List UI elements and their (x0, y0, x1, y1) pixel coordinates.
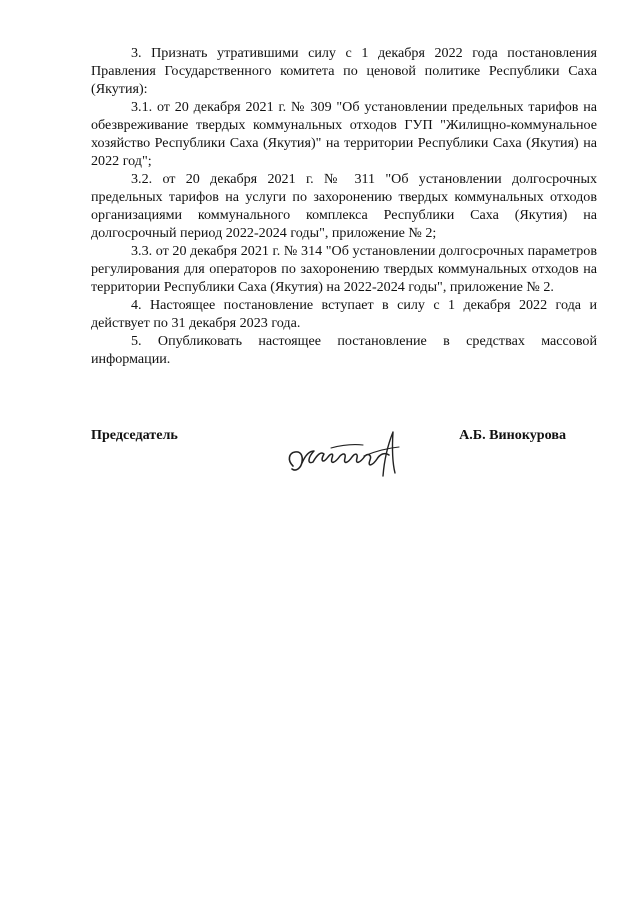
handwritten-signature (284, 426, 409, 488)
signatory-name: А.Б. Винокурова (459, 427, 566, 443)
paragraph-3: 3. Признать утратившими силу с 1 декабря 2022 года постановления Правления Государственного комитета по ценовой политике Республики Саха (Якутия): (91, 45, 597, 97)
paragraph-5: 5. Опубликовать настоящее постановление в средствах массовой информации. (91, 333, 597, 367)
paragraph-3-3: 3.3. от 20 декабря 2021 г. № 314 "Об установлении долгосрочных параметров регулирования для операторов по захоронению твердых коммунальных отходов на территории Республики Саха (Якутия) на 2022-2024 годы", приложение № 2. (91, 243, 597, 295)
paragraph-3-1: 3.1. от 20 декабря 2021 г. № 309 "Об установлении предельных тарифов на обезвреживание твердых коммунальных отходов ГУП "Жилищно-коммунальное хозяйство Республики Саха (Якутия)" на территории Республики Саха (Якутия) на 2022 год"; (91, 99, 597, 169)
paragraph-4: 4. Настоящее постановление вступает в силу с 1 декабря 2022 года и действует по 31 декабря 2023 года. (91, 297, 597, 331)
signatory-title: Председатель (91, 427, 178, 443)
document-body (91, 44, 597, 368)
signature-block (91, 418, 597, 498)
paragraph-3-2: 3.2. от 20 декабря 2021 г. № 311 "Об установлении долгосрочных предельных тарифов на услуги по захоронению твердых коммунальных отходов организациями коммунального комплекса Республики Саха (Якутия) на долгосрочный период 2022-2024 годы", приложение № 2; (91, 171, 597, 241)
